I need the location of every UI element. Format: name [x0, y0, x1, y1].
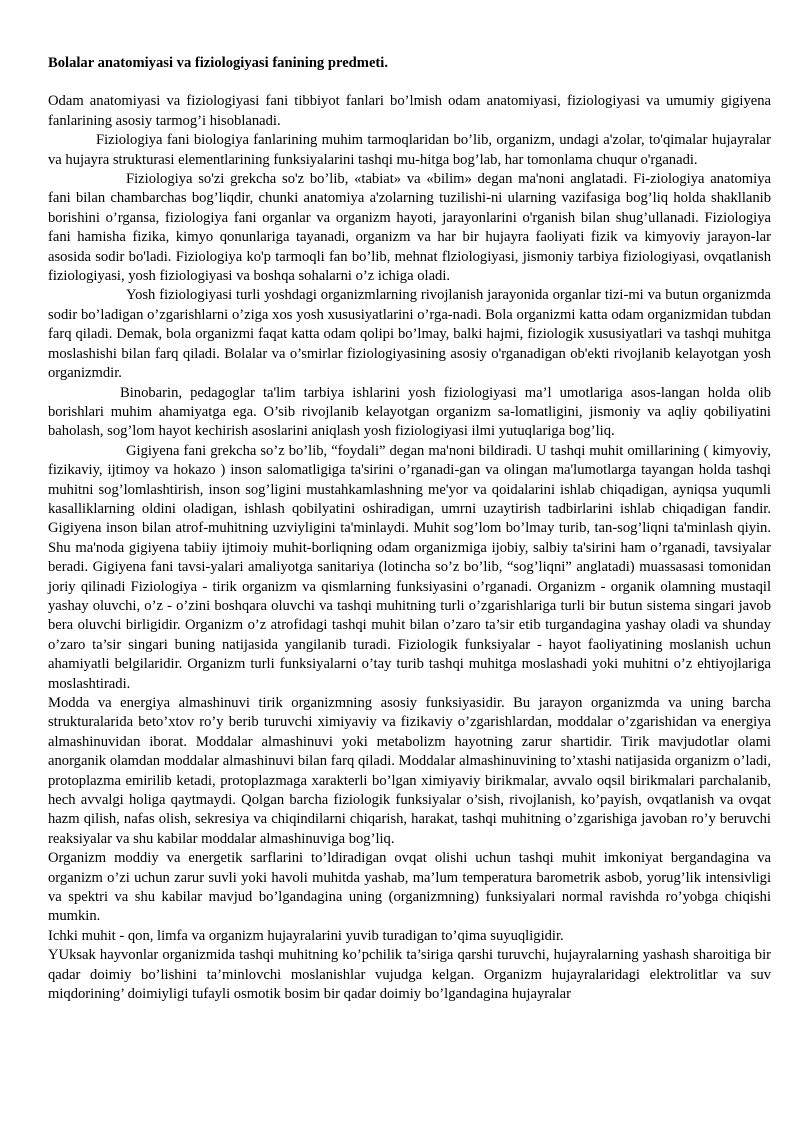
document-page: [48, 54, 771, 1005]
document-title: Bolalar anatomiyasi va fiziologiyasi fanining predmeti.: [48, 55, 388, 71]
paragraph-yuksak-hayvonlar: YUksak hayvonlar organizmida tashqi muhitning ko’pchilik ta’siriga qarshi turuvchi, hujayralarning yashash sharoitiga bir qadar doimiy bo’lishini ta’minlovchi moslanishlar vujudga kelgan. Organizm hujayralaridagi elektrolitlar va suv miqdorining’ doimiyligi tufayli osmotik bosim bir qadar doimiy bo’lgandagina hujayralar: [48, 947, 771, 1003]
paragraph-intro: Odam anatomiyasi va fiziologiyasi fani tibbiyot fanlari bo’lmish odam anatomiyasi, fiziologiyasi va umumiy gigiyena fanlarining asosiy tarmog’i hisoblanadi.: [48, 93, 771, 129]
paragraph-organizm-moddiy: Organizm moddiy va energetik sarflarini to’ldiradigan ovqat olishi uchun tashqi muhit imkoniyat bergandagina va organizm o’zi uchun zarur suvli yoki havoli muhitda yashab, ma’lum temperatura barometrik asbob, yorug’lik intensivligi va spektri va shu kabilar mavjud bo’lgandagina uning (organizmning) funksiyalari normal ravishda ro’yobga chiqishi mumkin.: [48, 850, 771, 925]
paragraph-fiziologiya-sozi: Fiziologiya so'zi grekcha so'z bo’lib, «tabiat» va «bilim» degan ma'noni anglatadi. Fi-ziologiya anatomiya fani bilan chambarchas bog’liqdir, chunki anatomiya a'zolarning tuzilishi-ni ularning vazifasiga bog’liq holda shakllanib borishini o’rgansa, fiziologiya fani organlar va organizm hayoti, jarayonlarini o'rganish bilan shug’ullanadi. Fiziologiya fani hamisha fizika, kimyo qonunlariga tayanadi, organizm va har bir hujayra faoliyati fizik va kimyoviy jarayon-lar asosida sodir bo'ladi. Fiziologiya ko'p tarmoqli fan bo’lib, mehnat flziologiyasi, jismoniy tarbiya fiziologiyasi, ovqatlanish fiziologiyasi, yosh fiziologiyasi va boshqa sohalarni o’z ichiga oladi.: [48, 171, 771, 285]
paragraph-gigiyena: Gigiyena fani grekcha so’z bo’lib, “foydali” degan ma'noni bildiradi. U tashqi muhit omillarining ( kimyoviy, fizikaviy, ijtimoy va hokazo ) inson salomatligiga ta'sirini o’rganadi-gan va olingan ma'lumotlarga tayangan holda tashqi muhitni sog’lomlashtirish, inson sog’ligini mustahkamlashning me'yor va qoidalarini ishlab chiqadigan, ayniqsa yuqumli kasalliklarning oldini oladigan, ishlash qobilyatini oshiradigan, umrni uzaytirish tadbirlarini ishlab chiqadigan fandir. Gigiyena inson bilan atrof-muhitning uzviyligini ta'minlaydi. Muhit sog’lom bo’lmay turib, tan-sog’liqni ta'minlash qiyin. Shu ma'noda gigiyena tabiiy ijtimoiy muhit-borliqning odam organizmiga ijobiy, salbiy ta'sirini ham o’rganadi, tavsiyalar beradi. Gigiyena fani tavsi-yalari amaliyotga sanitariya (lotincha so’z bo’lib, “sog’liqni” anglatadi) muassasasi tomonidan joriy qilinadi Fiziologiya - tirik organizm va qismlarning funksiyasini o’rganadi. Organizm - organik olamning mustaqil yashay oluvchi, o’z - o’zini boshqara oluvchi va tashqi muhitning turli o’zgarishlariga turli bir butun sistema singari javob bera oluvchi birligidir. Organizm o’z atrofidagi tashqi muhit bilan o’zaro ta’sir etib turgandagina yashay oladi va shunday o’zaro ta’sir singari buning natijasida yangilanib turadi. Fiziologik funksiyalar - hayot faoliyatining moslanish uchun ahamiyatli belgilaridir. Organizm turli funksiyalarni o’tay turib tashqi muhitga moslashadi yoki muhitni o’z ehtiyojlariga moslashtiradi.: [48, 442, 771, 692]
paragraph-ichki-muhit: Ichki muhit - qon, limfa va organizm hujayralarini yuvib turadigan to’qima suyuqligidir.: [48, 927, 564, 944]
paragraph-yosh-fiziologiyasi: Yosh fiziologiyasi turli yoshdagi organizmlarning rivojlanish jarayonida organlar tizi-mi va butun organizmda sodir bo’ladigan o’zgarishlarni o’ziga xos yosh xususiyatlarini o’rga-nadi. Bola organizmi katta odam organizmidan tubdan farq qiladi. Demak, bola organizmi faqat katta odam qolipi bo’lmay, balki hajmi, fiziologik xususiyatlari va tashqi muhitga moslashishi bilan farq qiladi. Bolalar va o’smirlar fiziologiyasining asosiy o'rganadigan ob'ekti rivojlanib kelayotgan yosh organizmdir.: [48, 287, 771, 382]
paragraph-binobarin: Binobarin, pedagoglar ta'lim tarbiya ishlarini yosh fiziologiyasi ma’l umotlariga asos-langan holda olib borishlari muhim ahamiyatga ega. O’sib rivojlanib kelayotgan organizm sa-lomatligini, jismoniy va aqliy qobiliyatini baholash, sog’lom hayot kechirish asoslarini aniqlash yosh fiziologiyasi ilmi yutuqlariga bog’liq.: [48, 384, 771, 440]
paragraph-fiziologiya-fani: Fiziologiya fani biologiya fanlarining muhim tarmoqlaridan bo’lib, organizm, undagi a'zolar, to'qimalar hujayralar va hujayra strukturasi elementlarining funksiyalarini tashqi mu-hitga bog’lab, har tomonlama chuqur o'rganadi.: [48, 132, 771, 168]
paragraph-modda-energiya: Modda va energiya almashinuvi tirik organizmning asosiy funksiyasidir. Bu jarayon organizmda va uning barcha strukturalarida beto’xtov ro’y berib turuvchi ximiyaviy va fizikaviy o’zgarishlardan, moddalar o’zgarishidan va energiya almashinuvidan iborat. Moddalar almashinuvi yoki metabolizm hayotning zarur shartidir. Tirik mavjudotlar olami anorganik olamdan moddalar almashinuvi bilan farq qiladi. Moddalar almashinuvining to’xtashi natijasida organizm o’ladi, protoplazma emirilib ketadi, protoplazmaga xarakterli bo’lgan ximiyaviy birikmalar, avvalo oqsil birikmalari parchalanib, hech avvalgi holiga qaytmaydi. Qolgan barcha fiziologik funksiyalar o’sish, rivojlanish, ko’payish, ovqatlanish va ovqat hazm qilish, nafas olish, sekresiya va chiqindilarni chiqarish, harakat, tashqi muhitning o’zgarishiga javoban ro’y beruvchi reaksiyalar va shu kabilar moddalar almashinuviga bog’liq.: [48, 695, 771, 847]
